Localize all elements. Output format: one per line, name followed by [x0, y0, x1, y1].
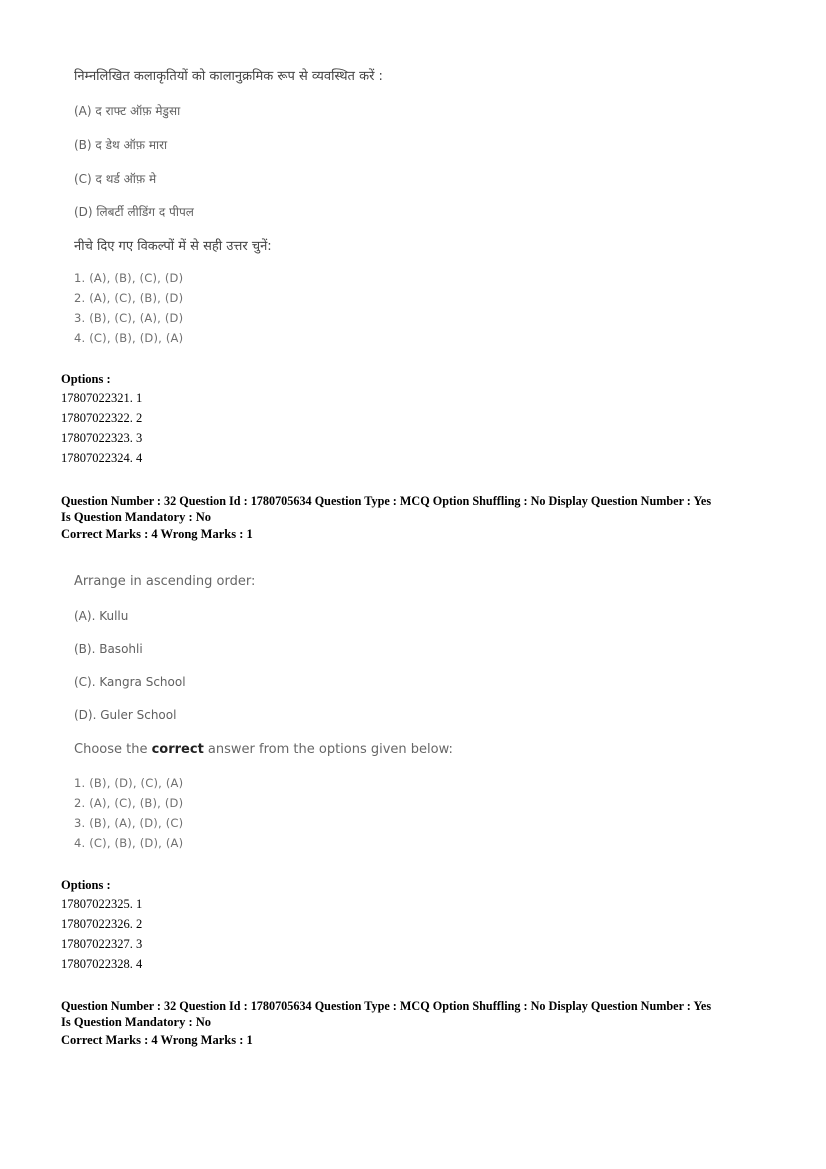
options-label: Options :: [61, 878, 111, 892]
question-instruction: Choose the correct answer from the options given below:: [74, 742, 453, 757]
option-id-3: 17807022327. 3: [61, 937, 143, 951]
options-label: Options :: [61, 372, 111, 386]
question-item-b: (B) द डेथ ऑफ़ मारा: [74, 138, 168, 152]
question-item-c: (C). Kangra School: [74, 675, 186, 689]
question-stem: Arrange in ascending order:: [74, 574, 256, 589]
question-stem: निम्नलिखित कलाकृतियों को कालानुक्रमिक रूप से व्यवस्थित करें :: [74, 69, 383, 84]
answer-choice-4: 4. (C), (B), (D), (A): [74, 836, 184, 850]
question-marks-line: Correct Marks : 4 Wrong Marks : 1: [61, 1033, 253, 1047]
answer-choice-3: 3. (B), (A), (D), (C): [74, 816, 184, 830]
question-item-a: (A). Kullu: [74, 609, 129, 623]
answer-choice-2: 2. (A), (C), (B), (D): [74, 291, 184, 305]
answer-choice-3: 3. (B), (C), (A), (D): [74, 311, 184, 325]
question-item-a: (A) द राफ्ट ऑफ़ मेडुसा: [74, 104, 181, 118]
question-item-b: (B). Basohli: [74, 642, 143, 656]
answer-choice-1: 1. (A), (B), (C), (D): [74, 271, 184, 285]
option-id-1: 17807022325. 1: [61, 897, 143, 911]
question-item-c: (C) द थर्ड ऑफ़ मे: [74, 172, 157, 186]
question-marks-line: Correct Marks : 4 Wrong Marks : 1: [61, 527, 253, 541]
question-meta-line: Question Number : 32 Question Id : 1780705634 Question Type : MCQ Option Shuffling : No Display Question Number : Yes: [61, 999, 712, 1013]
question-instruction: नीचे दिए गए विकल्पों में से सही उत्तर चुनें:: [74, 239, 272, 254]
question-item-d: (D) लिबर्टी लीडिंग द पीपल: [74, 205, 194, 219]
answer-choice-2: 2. (A), (C), (B), (D): [74, 796, 184, 810]
question-mandatory-line: Is Question Mandatory : No: [61, 1015, 212, 1029]
question-mandatory-line: Is Question Mandatory : No: [61, 510, 212, 524]
option-id-2: 17807022326. 2: [61, 917, 143, 931]
question-meta-line: Question Number : 32 Question Id : 1780705634 Question Type : MCQ Option Shuffling : No Display Question Number : Yes: [61, 494, 712, 508]
option-id-4: 17807022324. 4: [61, 451, 143, 465]
answer-choice-4: 4. (C), (B), (D), (A): [74, 331, 184, 345]
option-id-2: 17807022322. 2: [61, 411, 143, 425]
question-item-d: (D). Guler School: [74, 708, 177, 722]
option-id-1: 17807022321. 1: [61, 391, 143, 405]
option-id-3: 17807022323. 3: [61, 431, 143, 445]
option-id-4: 17807022328. 4: [61, 957, 143, 971]
answer-choice-1: 1. (B), (D), (C), (A): [74, 776, 184, 790]
